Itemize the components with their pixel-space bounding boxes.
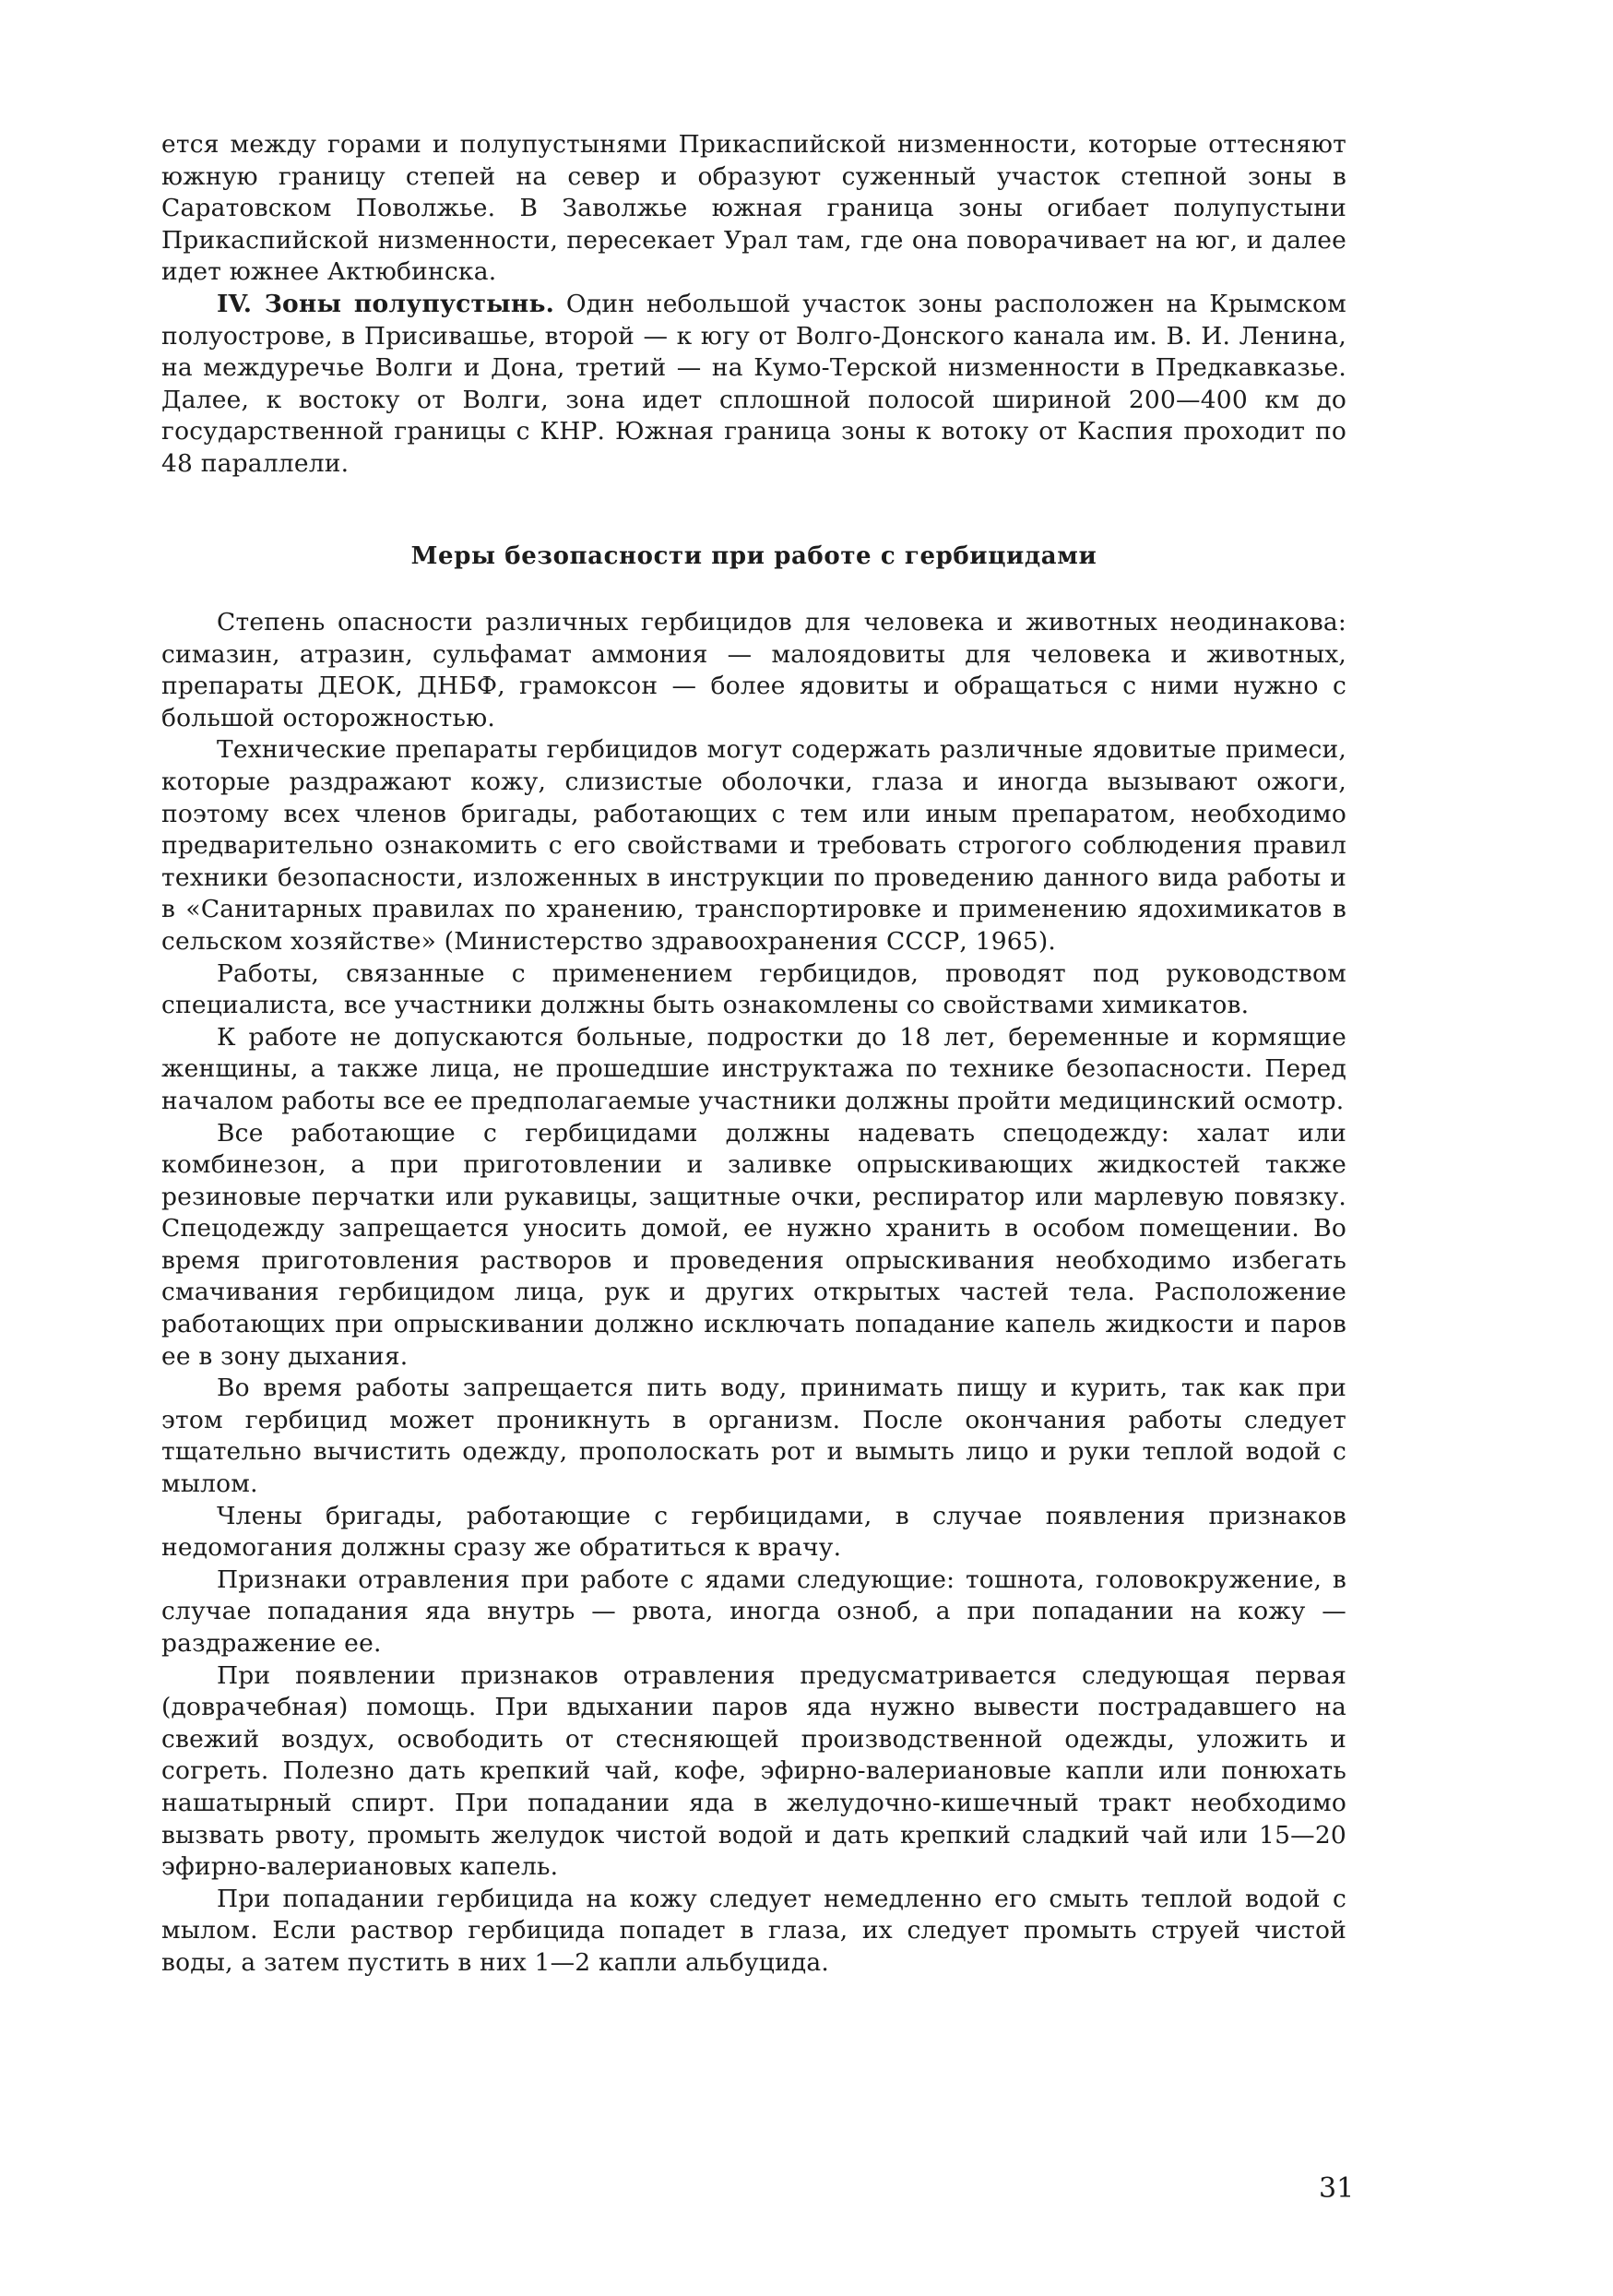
page-number: 31 — [1319, 2172, 1355, 2205]
paragraph: Работы, связанные с применением гербицидов, проводят под руководством специалиста, все участники должны быть ознакомлены со свойствами химикатов. — [161, 958, 1346, 1020]
section-title: Меры безопасности при работе с гербицидами — [410, 542, 1097, 570]
paragraph-continuation: ется между горами и полупустынями Прикаспийской низменности, которые оттесняют южную границу степей на север и образуют суженный участок степной зоны в Саратовском Поволжье. В Заволжье южная граница зоны огибает полупустыни Прикаспийской низменности, пересекает Урал там, где она поворачивает на юг, и далее идет южнее Актюбинска. — [161, 130, 1346, 287]
paragraph-semidesert-zone — [161, 289, 1346, 481]
paragraph: При появлении признаков отравления предусматривается следующая первая (доврачебная) помощь. При вдыхании паров яда нужно вывести пострадавшего на свежий воздух, освободить от стесняющей производственной одежды, уложить и согреть. Полезно дать крепкий чай, кофе, эфирно-валериановые капли или понюхать нашатырный спирт. При попадании яда в желудочно-кишечный тракт необходимо вызвать рвоту, промыть желудок чистой водой и дать крепкий сладкий чай или 15—20 эфирно-валериановых капель. — [161, 1660, 1346, 1882]
paragraph: Члены бригады, работающие с гербицидами, в случае появления признаков недомогания должны сразу же обратиться к врачу. — [161, 1501, 1346, 1563]
paragraph: Во время работы запрещается пить воду, принимать пищу и курить, так как при этом гербицид может проникнуть в организм. После окончания работы следует тщательно вычистить одежду, прополоскать рот и вымыть лицо и руки теплой водой с мылом. — [161, 1374, 1346, 1499]
section-body — [161, 607, 1346, 1980]
intro-text-block — [161, 129, 1346, 481]
paragraph: При попадании гербицида на кожу следует немедленно его смыть теплой водой с мылом. Если раствор гербицида попадет в глаза, их следует промыть струей чистой воды, а затем пустить в них 1—2 капли альбуцида. — [161, 1884, 1346, 1977]
paragraph: Все работающие с гербицидами должны надевать спецодежду: халат или комбинезон, а при приготовлении и заливке опрыскивающих жидкостей также резиновые перчатки или рукавицы, защитные очки, респиратор или марлевую повязку. Спецодежду запрещается уносить домой, ее нужно хранить в особом помещении. Во время приготовления растворов и проведения опрыскивания необходимо избегать смачивания гербицидом лица, рук и других открытых частей тела. Расположение работающих при опрыскивании должно исключать попадание капель жидкости и паров ее в зону дыхания. — [161, 1118, 1346, 1371]
paragraph: Степень опасности различных гербицидов для человека и животных неодинакова: симазин, атразин, сульфамат аммония — малоядовиты для человека и животных, препараты ДЕОК, ДНБФ, грамоксон — более ядовиты и обращаться с ними нужно с большой осторожностью. — [161, 608, 1346, 732]
zone-heading: IV. Зоны полупустынь. — [217, 289, 555, 318]
paragraph: Признаки отравления при работе с ядами следующие: тошнота, головокружение, в случае попадания яда внутрь — рвота, иногда озноб, а при попадании на кожу — раздражение ее. — [161, 1564, 1346, 1658]
zone-text: Один небольшой участок зоны расположен на Крымском полуострове, в Присивашье, второй — к югу от Волго-Донского канала им. В. И. Ленина, на междуречье Волги и Дона, третий — на Кумо-Терской низменности в Предкавказье. Далее, к востоку от Волги, зона идет сплошной полосой шириной 200—400 км до государственной границы с КНР. Южная граница зоны к вотоку от Каспия проходит по 48 параллели. — [161, 289, 1346, 478]
paragraph: К работе не допускаются больные, подростки до 18 лет, беременные и кормящие женщины, а также лица, не прошедшие инструктажа по технике безопасности. Перед началом работы все ее предполагаемые участники должны пройти медицинский осмотр. — [161, 1022, 1346, 1115]
paragraph: Технические препараты гербицидов могут содержать различные ядовитые примеси, которые раздражают кожу, слизистые оболочки, глаза и иногда вызывают ожоги, поэтому всех членов бригады, работающих с тем или иным препаратом, необходимо предварительно ознакомить с его свойствами и требовать строгого соблюдения правил техники безопасности, изложенных в инструкции по проведению данного вида работы и в «Санитарных правилах по хранению, транспортировке и применению ядохимикатов в сельском хозяйстве» (Министерство здравоохранения СССР, 1965). — [161, 735, 1346, 956]
